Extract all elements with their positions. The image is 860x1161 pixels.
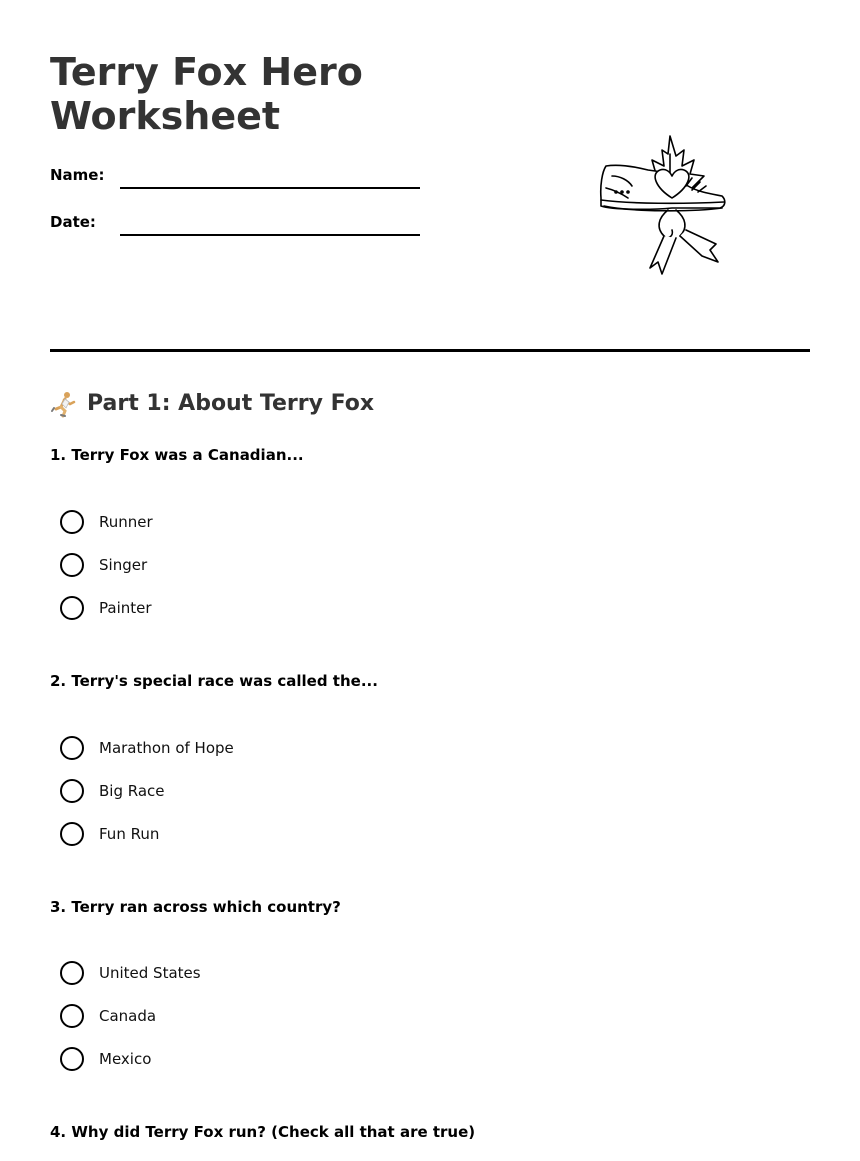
option-label: Singer [99,556,148,574]
option-q1-painter[interactable] [60,595,152,621]
option-label: Mexico [99,1050,152,1068]
option-label: Marathon of Hope [99,739,234,757]
shoe-maple-leaf-ribbon-icon [592,132,732,277]
option-q2-fun-run[interactable] [60,821,159,847]
option-label: Canada [99,1007,157,1025]
option-label: Painter [99,599,152,617]
radio-button[interactable] [60,961,84,985]
option-label: Big Race [99,782,165,800]
question-2: 2. Terry's special race was called the... [50,672,378,690]
question-1: 1. Terry Fox was a Canadian... [50,446,304,464]
option-q1-singer[interactable] [60,552,147,578]
date-label: Date: [50,213,96,231]
radio-button[interactable] [60,779,84,803]
radio-button[interactable] [60,1004,84,1028]
radio-button[interactable] [60,510,84,534]
worksheet-title: Terry Fox Hero Worksheet [50,50,363,138]
radio-button[interactable] [60,553,84,577]
name-label: Name: [50,166,105,184]
question-4: 4. Why did Terry Fox run? (Check all that are true) [50,1123,476,1141]
option-label: Fun Run [99,825,160,843]
name-line[interactable] [120,187,420,189]
section-title-part-1 [50,388,374,420]
option-label: Runner [99,513,153,531]
option-q2-marathon-of-hope[interactable] [60,735,234,761]
option-q3-canada[interactable] [60,1003,156,1029]
option-q3-mexico[interactable] [60,1046,151,1072]
option-label: United States [99,964,201,982]
date-line[interactable] [120,234,420,236]
question-3: 3. Terry ran across which country? [50,898,341,916]
radio-button[interactable] [60,1047,84,1071]
option-q2-big-race[interactable] [60,778,165,804]
runner-icon [50,390,78,418]
section-title-text: Part 1: About Terry Fox [87,391,375,416]
radio-button[interactable] [60,822,84,846]
option-q3-united-states[interactable] [60,960,201,986]
radio-button[interactable] [60,736,84,760]
section-divider [50,349,810,352]
radio-button[interactable] [60,596,84,620]
option-q1-runner[interactable] [60,509,153,535]
